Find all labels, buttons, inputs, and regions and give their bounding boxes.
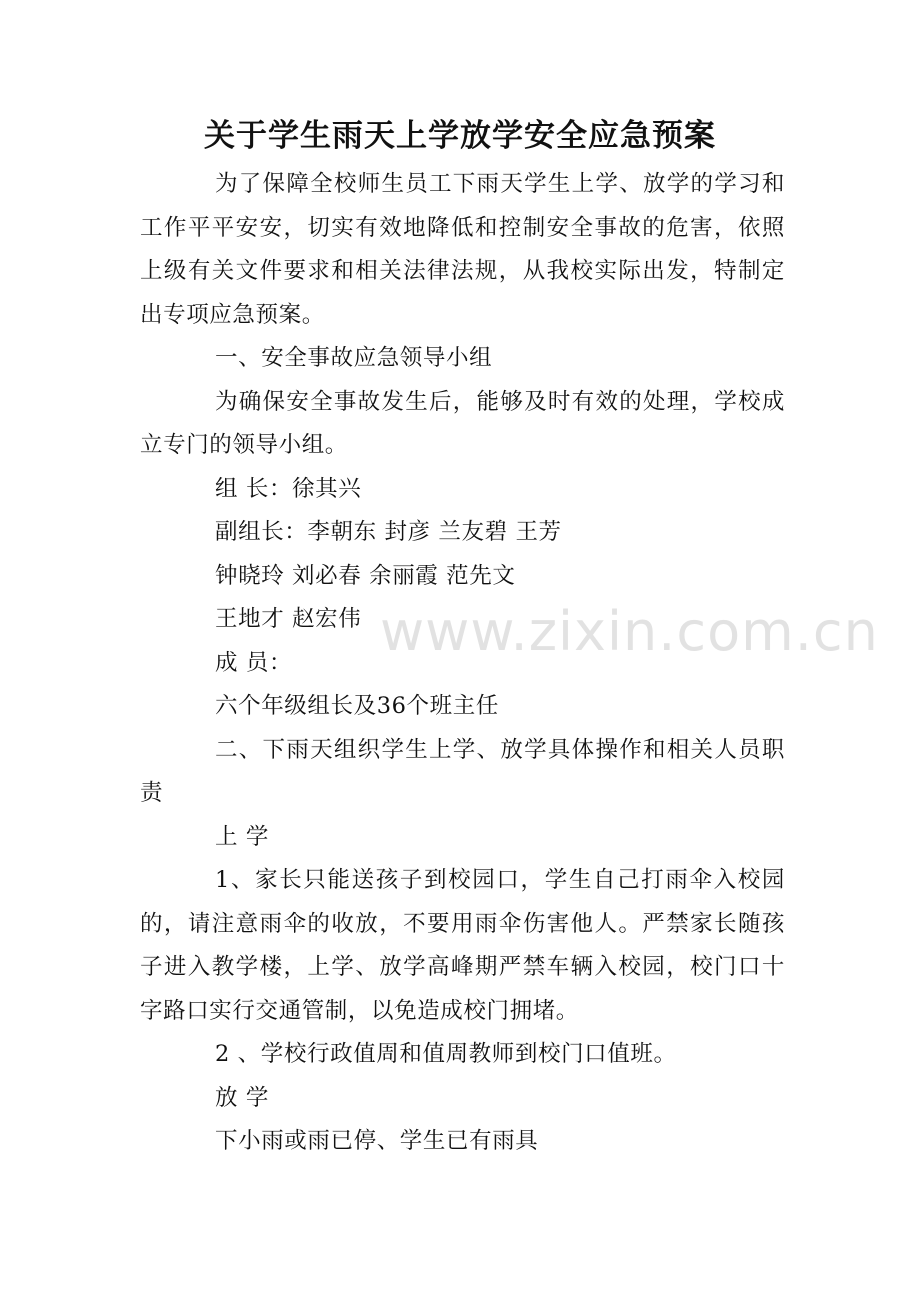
deputy-leaders-line: 钟晓玲 刘必春 余丽霞 范先文 bbox=[215, 562, 516, 589]
members-label: 成 员： bbox=[215, 649, 293, 676]
members-line: 六个年级组长及36个班主任 bbox=[215, 693, 499, 719]
watermark: www.zixin.com.cn bbox=[380, 600, 879, 663]
intro-paragraph: 为了保障全校师生员工下雨天学生上学、放学的学习和工作平平安安，切实有效地降低和控制安全事故的危害，依照上级有关文件要求和相关法律法规，从我校实际出发，特制定出专项应急预案。 bbox=[140, 171, 785, 328]
paragraph: 为确保安全事故发生后，能够及时有效的处理，学校成立专门的领导小组。 bbox=[140, 388, 785, 458]
section-heading-2: 二、下雨天组织学生上学、放学具体操作和相关人员职责 bbox=[140, 736, 785, 806]
subheading-leaving-school: 放 学 bbox=[215, 1084, 269, 1111]
section-heading-1: 一、安全事故应急领导小组 bbox=[215, 345, 493, 371]
paragraph: 1、家长只能送孩子到校园口，学生自己打雨伞入校园的，请注意雨伞的收放，不要用雨伞伤害他人。严禁家长随孩子进入教学楼，上学、放学高峰期严禁车辆入校园，校门口十字路口实行交通管制，以免造成校门拥堵。 bbox=[140, 867, 785, 1024]
deputy-leaders-line: 副组长：李朝东 封彦 兰友碧 王芳 bbox=[215, 519, 562, 545]
paragraph: 2 、学校行政值周和值周教师到校门口值班。 bbox=[215, 1041, 677, 1067]
document-body bbox=[140, 163, 785, 1164]
team-leader-line: 组 长：徐其兴 bbox=[215, 475, 362, 502]
paragraph: 下小雨或雨已停、学生已有雨具 bbox=[215, 1128, 539, 1154]
deputy-leaders-line: 王地才 赵宏伟 bbox=[215, 606, 362, 632]
document-title: 关于学生雨天上学放学安全应急预案 bbox=[204, 118, 716, 154]
subheading-going-to-school: 上 学 bbox=[215, 823, 269, 850]
